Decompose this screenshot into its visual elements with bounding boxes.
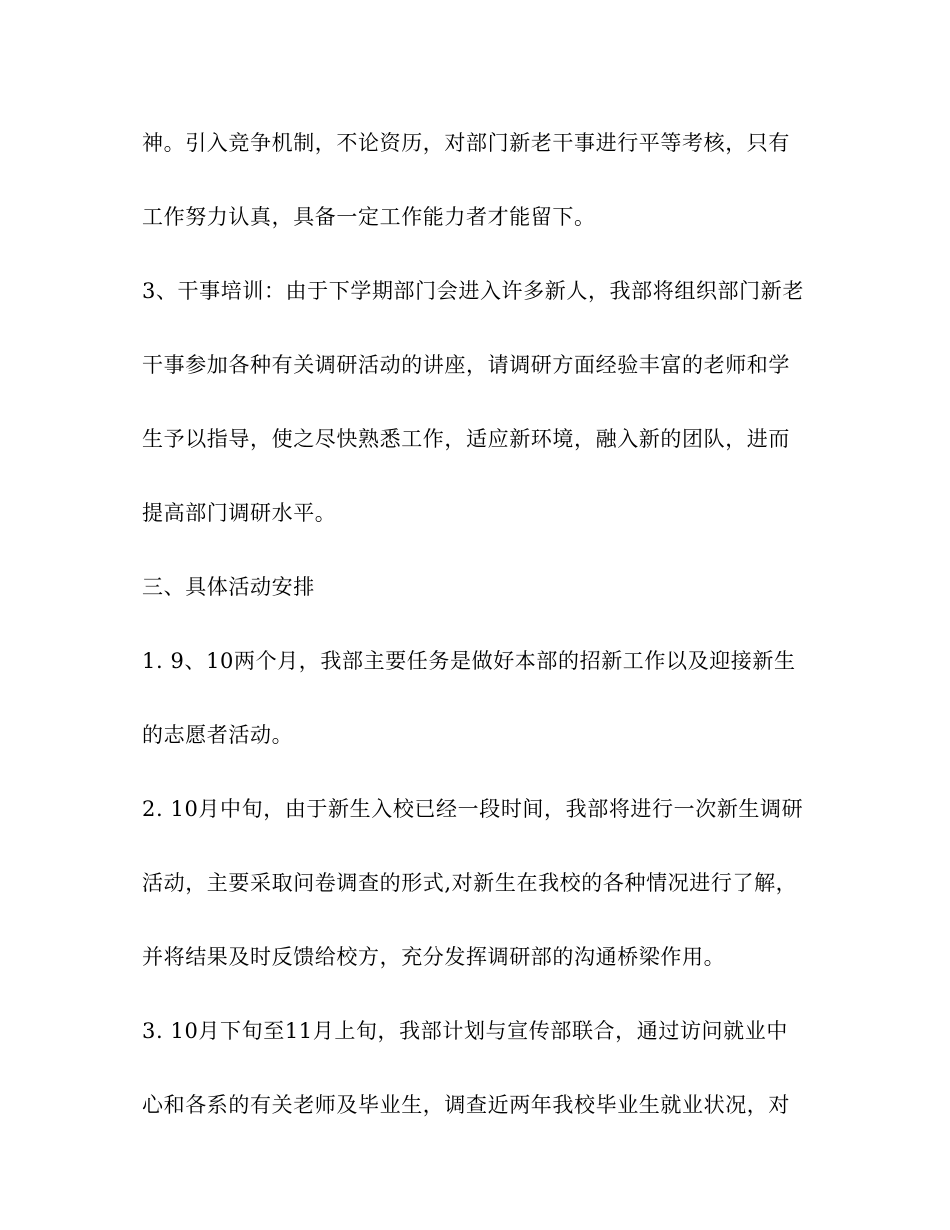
- text-line: 工作努力认真，具备一定工作能力者才能留下。: [142, 205, 596, 229]
- text-line: 活动，主要采取问卷调查的形式,对新生在我校的各种情况进行了解，: [142, 871, 798, 895]
- text-line: 生予以指导，使之尽快熟悉工作，适应新环境，融入新的团队，进而: [142, 427, 790, 451]
- text-line: 3. 10月下旬至11月上旬，我部计划与宣传部联合，通过访问就业中: [142, 1019, 788, 1043]
- section-heading: 三、具体活动安排: [142, 575, 315, 599]
- text-line: 干事参加各种有关调研活动的讲座，请调研方面经验丰富的老师和学: [142, 353, 790, 377]
- text-line: 1. 9、10两个月，我部主要任务是做好本部的招新工作以及迎接新生: [142, 649, 796, 673]
- text-line: 并将结果及时反馈给校方，充分发挥调研部的沟通桥梁作用。: [142, 945, 726, 969]
- text-line: 的志愿者活动。: [142, 723, 294, 747]
- text-line: 3、干事培训：由于下学期部门会进入许多新人，我部将组织部门新老: [142, 279, 804, 303]
- text-line: 心和各系的有关老师及毕业生，调查近两年我校毕业生就业状况，对: [142, 1093, 790, 1117]
- text-line: 提高部门调研水平。: [142, 501, 337, 525]
- text-line: 2. 10月中旬，由于新生入校已经一段时间，我部将进行一次新生调研: [142, 797, 804, 821]
- text-line: 神。引入竞争机制，不论资历，对部门新老干事进行平等考核，只有: [142, 131, 790, 155]
